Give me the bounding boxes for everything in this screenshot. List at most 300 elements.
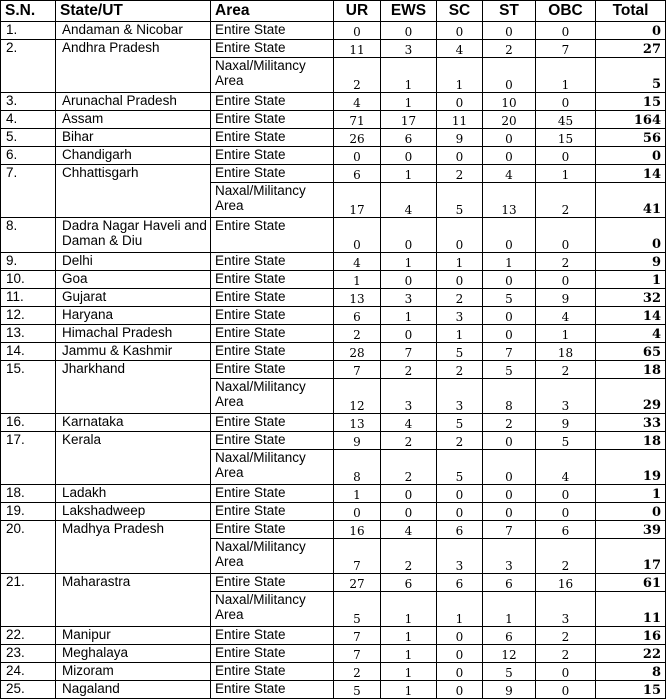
sc-cell: 0 bbox=[437, 484, 483, 502]
table-body bbox=[1, 22, 666, 699]
sc-cell: 5 bbox=[437, 342, 483, 360]
ews-cell: 4 bbox=[381, 413, 437, 431]
table-row bbox=[1, 680, 666, 698]
st-cell: 2 bbox=[483, 413, 536, 431]
total-cell: 11 bbox=[596, 591, 666, 626]
st-cell: 0 bbox=[483, 22, 536, 40]
sc-cell: 2 bbox=[437, 360, 483, 378]
st-cell: 10 bbox=[483, 93, 536, 111]
st-cell: 0 bbox=[483, 271, 536, 289]
obc-cell: 0 bbox=[536, 93, 596, 111]
area-cell: Entire State bbox=[211, 574, 334, 592]
st-cell: 13 bbox=[483, 182, 536, 217]
ews-cell: 0 bbox=[381, 484, 437, 502]
col-header-state: State/UT bbox=[56, 1, 211, 22]
obc-cell: 2 bbox=[536, 182, 596, 217]
ews-cell: 0 bbox=[381, 217, 437, 252]
table-row bbox=[1, 164, 666, 182]
table-row bbox=[1, 39, 666, 57]
ews-cell: 1 bbox=[381, 645, 437, 663]
obc-cell: 2 bbox=[536, 627, 596, 645]
state-name-cell: Andhra Pradesh bbox=[56, 39, 211, 92]
total-cell: 0 bbox=[596, 217, 666, 252]
ews-cell: 17 bbox=[381, 111, 437, 129]
ews-cell: 7 bbox=[381, 342, 437, 360]
total-cell: 18 bbox=[596, 431, 666, 449]
state-name-cell: Kerala bbox=[56, 431, 211, 484]
state-name-cell: Jammu & Kashmir bbox=[56, 342, 211, 360]
table-row bbox=[1, 93, 666, 111]
ews-cell: 3 bbox=[381, 39, 437, 57]
ews-cell: 1 bbox=[381, 680, 437, 698]
state-name-cell: Nagaland bbox=[56, 680, 211, 698]
state-name-cell: Delhi bbox=[56, 253, 211, 271]
state-name-cell: Haryana bbox=[56, 306, 211, 324]
ur-cell: 7 bbox=[334, 627, 381, 645]
st-cell: 4 bbox=[483, 164, 536, 182]
total-cell: 65 bbox=[596, 342, 666, 360]
serial-number-cell: 25. bbox=[1, 680, 56, 698]
total-cell: 17 bbox=[596, 538, 666, 573]
sc-cell: 1 bbox=[437, 57, 483, 92]
area-cell: Entire State bbox=[211, 253, 334, 271]
table-row bbox=[1, 520, 666, 538]
st-cell: 6 bbox=[483, 574, 536, 592]
ur-cell: 6 bbox=[334, 164, 381, 182]
obc-cell: 5 bbox=[536, 431, 596, 449]
sc-cell: 1 bbox=[437, 591, 483, 626]
total-cell: 56 bbox=[596, 128, 666, 146]
serial-number-cell: 10. bbox=[1, 271, 56, 289]
ur-cell: 2 bbox=[334, 663, 381, 681]
area-cell: Entire State bbox=[211, 431, 334, 449]
serial-number-cell: 6. bbox=[1, 146, 56, 164]
sc-cell: 11 bbox=[437, 111, 483, 129]
state-name-cell: Karnataka bbox=[56, 413, 211, 431]
table-row bbox=[1, 574, 666, 592]
ur-cell: 7 bbox=[334, 645, 381, 663]
total-cell: 9 bbox=[596, 253, 666, 271]
ur-cell: 0 bbox=[334, 217, 381, 252]
table-row bbox=[1, 484, 666, 502]
st-cell: 0 bbox=[483, 128, 536, 146]
area-cell: Entire State bbox=[211, 502, 334, 520]
serial-number-cell: 20. bbox=[1, 520, 56, 573]
sc-cell: 3 bbox=[437, 538, 483, 573]
ur-cell: 16 bbox=[334, 520, 381, 538]
ews-cell: 4 bbox=[381, 182, 437, 217]
area-cell: Naxal/Militancy Area bbox=[211, 378, 334, 413]
sc-cell: 5 bbox=[437, 413, 483, 431]
serial-number-cell: 17. bbox=[1, 431, 56, 484]
ur-cell: 28 bbox=[334, 342, 381, 360]
table-row bbox=[1, 271, 666, 289]
total-cell: 27 bbox=[596, 39, 666, 57]
ur-cell: 13 bbox=[334, 413, 381, 431]
obc-cell: 0 bbox=[536, 680, 596, 698]
ews-cell: 2 bbox=[381, 449, 437, 484]
serial-number-cell: 21. bbox=[1, 574, 56, 627]
st-cell: 5 bbox=[483, 663, 536, 681]
ews-cell: 4 bbox=[381, 520, 437, 538]
ur-cell: 11 bbox=[334, 39, 381, 57]
sc-cell: 0 bbox=[437, 645, 483, 663]
ews-cell: 2 bbox=[381, 538, 437, 573]
sc-cell: 5 bbox=[437, 449, 483, 484]
sc-cell: 0 bbox=[437, 271, 483, 289]
total-cell: 16 bbox=[596, 627, 666, 645]
area-cell: Naxal/Militancy Area bbox=[211, 449, 334, 484]
col-header-ur: UR bbox=[334, 1, 381, 22]
st-cell: 0 bbox=[483, 217, 536, 252]
ur-cell: 17 bbox=[334, 182, 381, 217]
st-cell: 0 bbox=[483, 306, 536, 324]
sc-cell: 0 bbox=[437, 502, 483, 520]
sc-cell: 2 bbox=[437, 431, 483, 449]
area-cell: Entire State bbox=[211, 306, 334, 324]
table-row bbox=[1, 431, 666, 449]
total-cell: 19 bbox=[596, 449, 666, 484]
obc-cell: 0 bbox=[536, 271, 596, 289]
obc-cell: 2 bbox=[536, 645, 596, 663]
st-cell: 7 bbox=[483, 342, 536, 360]
ur-cell: 7 bbox=[334, 538, 381, 573]
total-cell: 0 bbox=[596, 146, 666, 164]
obc-cell: 3 bbox=[536, 591, 596, 626]
obc-cell: 0 bbox=[536, 22, 596, 40]
ews-cell: 1 bbox=[381, 627, 437, 645]
serial-number-cell: 3. bbox=[1, 93, 56, 111]
area-cell: Naxal/Militancy Area bbox=[211, 57, 334, 92]
serial-number-cell: 9. bbox=[1, 253, 56, 271]
table-row bbox=[1, 289, 666, 307]
col-header-area: Area bbox=[211, 1, 334, 22]
sc-cell: 6 bbox=[437, 574, 483, 592]
ur-cell: 1 bbox=[334, 271, 381, 289]
sc-cell: 3 bbox=[437, 306, 483, 324]
total-cell: 33 bbox=[596, 413, 666, 431]
ur-cell: 2 bbox=[334, 57, 381, 92]
ur-cell: 4 bbox=[334, 253, 381, 271]
ews-cell: 1 bbox=[381, 164, 437, 182]
state-name-cell: Arunachal Pradesh bbox=[56, 93, 211, 111]
area-cell: Entire State bbox=[211, 164, 334, 182]
obc-cell: 18 bbox=[536, 342, 596, 360]
total-cell: 61 bbox=[596, 574, 666, 592]
total-cell: 18 bbox=[596, 360, 666, 378]
total-cell: 39 bbox=[596, 520, 666, 538]
serial-number-cell: 13. bbox=[1, 324, 56, 342]
ur-cell: 26 bbox=[334, 128, 381, 146]
table-row bbox=[1, 502, 666, 520]
total-cell: 0 bbox=[596, 502, 666, 520]
sc-cell: 5 bbox=[437, 182, 483, 217]
serial-number-cell: 4. bbox=[1, 111, 56, 129]
area-cell: Entire State bbox=[211, 342, 334, 360]
area-cell: Entire State bbox=[211, 146, 334, 164]
sc-cell: 0 bbox=[437, 22, 483, 40]
st-cell: 12 bbox=[483, 645, 536, 663]
state-name-cell: Himachal Pradesh bbox=[56, 324, 211, 342]
serial-number-cell: 11. bbox=[1, 289, 56, 307]
ews-cell: 1 bbox=[381, 591, 437, 626]
sc-cell: 3 bbox=[437, 378, 483, 413]
serial-number-cell: 14. bbox=[1, 342, 56, 360]
total-cell: 164 bbox=[596, 111, 666, 129]
table-row bbox=[1, 342, 666, 360]
ur-cell: 0 bbox=[334, 146, 381, 164]
total-cell: 0 bbox=[596, 22, 666, 40]
header-row bbox=[1, 1, 666, 22]
sc-cell: 0 bbox=[437, 663, 483, 681]
obc-cell: 0 bbox=[536, 484, 596, 502]
st-cell: 1 bbox=[483, 591, 536, 626]
area-cell: Naxal/Militancy Area bbox=[211, 182, 334, 217]
serial-number-cell: 2. bbox=[1, 39, 56, 92]
total-cell: 22 bbox=[596, 645, 666, 663]
area-cell: Entire State bbox=[211, 413, 334, 431]
ur-cell: 7 bbox=[334, 360, 381, 378]
ur-cell: 12 bbox=[334, 378, 381, 413]
obc-cell: 2 bbox=[536, 538, 596, 573]
area-cell: Entire State bbox=[211, 484, 334, 502]
total-cell: 4 bbox=[596, 324, 666, 342]
table-row bbox=[1, 306, 666, 324]
ews-cell: 3 bbox=[381, 289, 437, 307]
sc-cell: 0 bbox=[437, 217, 483, 252]
sc-cell: 0 bbox=[437, 627, 483, 645]
state-name-cell: Ladakh bbox=[56, 484, 211, 502]
obc-cell: 0 bbox=[536, 502, 596, 520]
obc-cell: 1 bbox=[536, 57, 596, 92]
serial-number-cell: 16. bbox=[1, 413, 56, 431]
area-cell: Entire State bbox=[211, 520, 334, 538]
total-cell: 8 bbox=[596, 663, 666, 681]
area-cell: Naxal/Militancy Area bbox=[211, 538, 334, 573]
st-cell: 0 bbox=[483, 502, 536, 520]
state-name-cell: Manipur bbox=[56, 627, 211, 645]
sc-cell: 0 bbox=[437, 680, 483, 698]
sc-cell: 2 bbox=[437, 289, 483, 307]
obc-cell: 16 bbox=[536, 574, 596, 592]
sc-cell: 0 bbox=[437, 93, 483, 111]
obc-cell: 15 bbox=[536, 128, 596, 146]
st-cell: 0 bbox=[483, 57, 536, 92]
col-header-ews: EWS bbox=[381, 1, 437, 22]
st-cell: 2 bbox=[483, 39, 536, 57]
ews-cell: 0 bbox=[381, 146, 437, 164]
sc-cell: 1 bbox=[437, 253, 483, 271]
table-row bbox=[1, 128, 666, 146]
state-name-cell: Chandigarh bbox=[56, 146, 211, 164]
obc-cell: 4 bbox=[536, 449, 596, 484]
st-cell: 9 bbox=[483, 680, 536, 698]
area-cell: Entire State bbox=[211, 680, 334, 698]
area-cell: Entire State bbox=[211, 22, 334, 40]
total-cell: 14 bbox=[596, 306, 666, 324]
ews-cell: 0 bbox=[381, 271, 437, 289]
total-cell: 15 bbox=[596, 93, 666, 111]
serial-number-cell: 18. bbox=[1, 484, 56, 502]
sc-cell: 0 bbox=[437, 146, 483, 164]
table-row bbox=[1, 217, 666, 252]
area-cell: Entire State bbox=[211, 217, 334, 252]
state-name-cell: Gujarat bbox=[56, 289, 211, 307]
table-row bbox=[1, 663, 666, 681]
state-name-cell: Bihar bbox=[56, 128, 211, 146]
serial-number-cell: 24. bbox=[1, 663, 56, 681]
area-cell: Entire State bbox=[211, 360, 334, 378]
obc-cell: 9 bbox=[536, 413, 596, 431]
serial-number-cell: 22. bbox=[1, 627, 56, 645]
serial-number-cell: 5. bbox=[1, 128, 56, 146]
area-cell: Entire State bbox=[211, 663, 334, 681]
st-cell: 0 bbox=[483, 484, 536, 502]
ews-cell: 2 bbox=[381, 431, 437, 449]
total-cell: 32 bbox=[596, 289, 666, 307]
total-cell: 5 bbox=[596, 57, 666, 92]
ur-cell: 6 bbox=[334, 306, 381, 324]
ews-cell: 1 bbox=[381, 57, 437, 92]
obc-cell: 7 bbox=[536, 39, 596, 57]
state-name-cell: Jharkhand bbox=[56, 360, 211, 413]
state-name-cell: Dadra Nagar Haveli and Daman & Diu bbox=[56, 217, 211, 252]
col-header-st: ST bbox=[483, 1, 536, 22]
st-cell: 0 bbox=[483, 146, 536, 164]
serial-number-cell: 15. bbox=[1, 360, 56, 413]
table-row bbox=[1, 627, 666, 645]
area-cell: Entire State bbox=[211, 289, 334, 307]
col-header-sn: S.N. bbox=[1, 1, 56, 22]
area-cell: Entire State bbox=[211, 324, 334, 342]
obc-cell: 9 bbox=[536, 289, 596, 307]
st-cell: 0 bbox=[483, 324, 536, 342]
serial-number-cell: 12. bbox=[1, 306, 56, 324]
area-cell: Entire State bbox=[211, 39, 334, 57]
table-row bbox=[1, 324, 666, 342]
state-name-cell: Meghalaya bbox=[56, 645, 211, 663]
ur-cell: 0 bbox=[334, 22, 381, 40]
state-name-cell: Lakshadweep bbox=[56, 502, 211, 520]
total-cell: 15 bbox=[596, 680, 666, 698]
sc-cell: 4 bbox=[437, 39, 483, 57]
total-cell: 1 bbox=[596, 271, 666, 289]
table-row bbox=[1, 22, 666, 40]
col-header-sc: SC bbox=[437, 1, 483, 22]
serial-number-cell: 1. bbox=[1, 22, 56, 40]
ews-cell: 6 bbox=[381, 128, 437, 146]
ur-cell: 8 bbox=[334, 449, 381, 484]
ews-cell: 6 bbox=[381, 574, 437, 592]
ur-cell: 0 bbox=[334, 502, 381, 520]
ews-cell: 1 bbox=[381, 663, 437, 681]
st-cell: 3 bbox=[483, 538, 536, 573]
ur-cell: 71 bbox=[334, 111, 381, 129]
state-name-cell: Madhya Pradesh bbox=[56, 520, 211, 573]
total-cell: 41 bbox=[596, 182, 666, 217]
serial-number-cell: 19. bbox=[1, 502, 56, 520]
total-cell: 29 bbox=[596, 378, 666, 413]
obc-cell: 1 bbox=[536, 324, 596, 342]
st-cell: 20 bbox=[483, 111, 536, 129]
obc-cell: 0 bbox=[536, 217, 596, 252]
sc-cell: 6 bbox=[437, 520, 483, 538]
st-cell: 7 bbox=[483, 520, 536, 538]
ur-cell: 5 bbox=[334, 591, 381, 626]
serial-number-cell: 8. bbox=[1, 217, 56, 252]
area-cell: Entire State bbox=[211, 93, 334, 111]
ews-cell: 1 bbox=[381, 306, 437, 324]
st-cell: 5 bbox=[483, 360, 536, 378]
st-cell: 0 bbox=[483, 431, 536, 449]
serial-number-cell: 23. bbox=[1, 645, 56, 663]
ews-cell: 3 bbox=[381, 378, 437, 413]
st-cell: 5 bbox=[483, 289, 536, 307]
st-cell: 8 bbox=[483, 378, 536, 413]
ur-cell: 27 bbox=[334, 574, 381, 592]
sc-cell: 2 bbox=[437, 164, 483, 182]
state-name-cell: Maharastra bbox=[56, 574, 211, 627]
obc-cell: 6 bbox=[536, 520, 596, 538]
obc-cell: 3 bbox=[536, 378, 596, 413]
state-name-cell: Goa bbox=[56, 271, 211, 289]
table-row bbox=[1, 645, 666, 663]
sc-cell: 1 bbox=[437, 324, 483, 342]
obc-cell: 0 bbox=[536, 146, 596, 164]
ews-cell: 1 bbox=[381, 253, 437, 271]
st-cell: 6 bbox=[483, 627, 536, 645]
ur-cell: 2 bbox=[334, 324, 381, 342]
col-header-obc: OBC bbox=[536, 1, 596, 22]
obc-cell: 1 bbox=[536, 164, 596, 182]
ur-cell: 13 bbox=[334, 289, 381, 307]
ews-cell: 1 bbox=[381, 93, 437, 111]
area-cell: Entire State bbox=[211, 128, 334, 146]
st-cell: 0 bbox=[483, 449, 536, 484]
col-header-total: Total bbox=[596, 1, 666, 22]
ur-cell: 5 bbox=[334, 680, 381, 698]
state-name-cell: Andaman & Nicobar bbox=[56, 22, 211, 40]
area-cell: Entire State bbox=[211, 645, 334, 663]
ews-cell: 0 bbox=[381, 502, 437, 520]
ur-cell: 9 bbox=[334, 431, 381, 449]
obc-cell: 45 bbox=[536, 111, 596, 129]
area-cell: Entire State bbox=[211, 627, 334, 645]
ews-cell: 0 bbox=[381, 22, 437, 40]
total-cell: 1 bbox=[596, 484, 666, 502]
state-name-cell: Mizoram bbox=[56, 663, 211, 681]
state-name-cell: Chhattisgarh bbox=[56, 164, 211, 217]
table-row bbox=[1, 360, 666, 378]
obc-cell: 0 bbox=[536, 663, 596, 681]
total-cell: 14 bbox=[596, 164, 666, 182]
area-cell: Entire State bbox=[211, 271, 334, 289]
ur-cell: 1 bbox=[334, 484, 381, 502]
ews-cell: 2 bbox=[381, 360, 437, 378]
obc-cell: 2 bbox=[536, 360, 596, 378]
ur-cell: 4 bbox=[334, 93, 381, 111]
ews-cell: 0 bbox=[381, 324, 437, 342]
table-row bbox=[1, 253, 666, 271]
state-name-cell: Assam bbox=[56, 111, 211, 129]
table-row bbox=[1, 146, 666, 164]
area-cell: Entire State bbox=[211, 111, 334, 129]
area-cell: Naxal/Militancy Area bbox=[211, 591, 334, 626]
sc-cell: 9 bbox=[437, 128, 483, 146]
obc-cell: 4 bbox=[536, 306, 596, 324]
obc-cell: 2 bbox=[536, 253, 596, 271]
serial-number-cell: 7. bbox=[1, 164, 56, 217]
